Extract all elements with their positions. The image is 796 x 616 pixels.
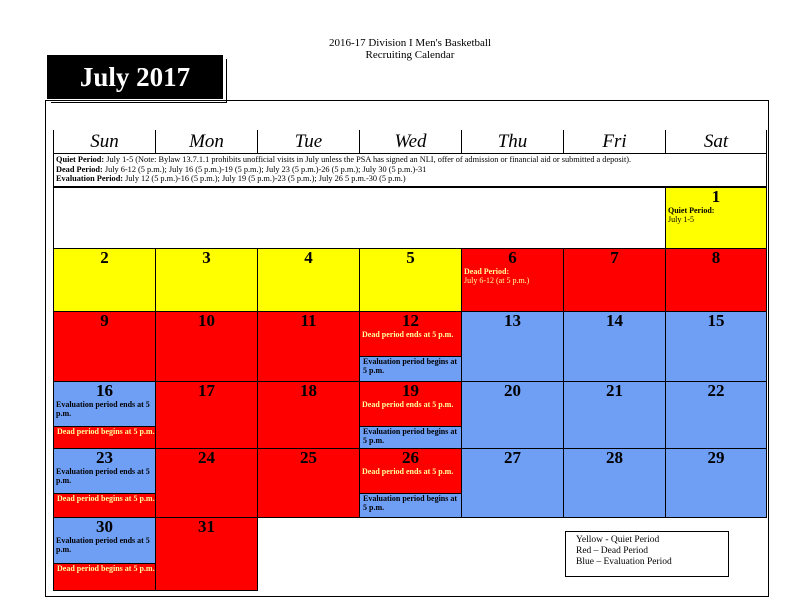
day-cell-28: 28: [563, 448, 666, 518]
day-cell-12: 12 Dead period ends at 5 p.m. Evaluation period begins at 5 p.m.: [359, 311, 462, 382]
day-cell-30: 30 Evaluation period ends at 5 p.m. Dead period begins at 5 p.m.: [53, 517, 156, 591]
day-cell-20: 20: [461, 381, 564, 449]
day-cell-16: 16 Evaluation period ends at 5 p.m. Dead period begins at 5 p.m.: [53, 381, 156, 449]
day-cell-1: 1 Quiet Period: July 1-5: [665, 187, 767, 249]
day-cell-8: 8: [665, 248, 767, 312]
weekday-mon: Mon: [155, 130, 257, 153]
evaluation-begins-note: Evaluation period begins at 5 p.m.: [360, 426, 461, 449]
evaluation-begins-note: Evaluation period begins at 5 p.m.: [360, 356, 461, 382]
weekday-tue: Tue: [257, 130, 359, 153]
day-cell-4: 4: [257, 248, 360, 312]
day-cell-3: 3: [155, 248, 258, 312]
dead-begins-note: Dead period begins at 5 p.m.: [54, 426, 155, 449]
day-cell-25: 25: [257, 448, 360, 518]
evaluation-begins-note: Evaluation period begins at 5 p.m.: [360, 493, 461, 518]
legend-quiet: Yellow - Quiet Period: [576, 535, 660, 545]
month-heading: July 2017: [47, 55, 223, 99]
day-cell-22: 22: [665, 381, 767, 449]
day-cell-21: 21: [563, 381, 666, 449]
day-cell-9: 9: [53, 311, 156, 382]
evaluation-period-note: Evaluation Period: July 12 (5 p.m.)-16 (5 p.m.); July 19 (5 p.m.)-23 (5 p.m.); July 26 5 p.m.-30 (5 p.m.): [56, 174, 406, 183]
calendar-title: [300, 37, 520, 61]
day-cell-24: 24: [155, 448, 258, 518]
weekday-header-row: [53, 130, 767, 153]
day-cell-29: 29: [665, 448, 767, 518]
weekday-fri: Fri: [563, 130, 665, 153]
day-cell-11: 11: [257, 311, 360, 382]
legend-dead: Red – Dead Period: [576, 546, 649, 556]
day-cell-14: 14: [563, 311, 666, 382]
dead-period-note: Dead Period: July 6-12 (5 p.m.); July 16 (5 p.m.)-19 (5 p.m.); July 23 (5 p.m.)-26 (5 p.m.); July 30 (5 p.m.)-31: [56, 164, 427, 174]
day-cell-15: 15: [665, 311, 767, 382]
weekday-sun: Sun: [53, 130, 155, 153]
weekday-thu: Thu: [461, 130, 563, 153]
calendar-title-line1: 2016-17 Division I Men's Basketball: [328, 37, 492, 49]
day-cell-27: 27: [461, 448, 564, 518]
day-cell-10: 10: [155, 311, 258, 382]
day-cell-17: 17: [155, 381, 258, 449]
day-cell-2: 2: [53, 248, 156, 312]
day-cell-13: 13: [461, 311, 564, 382]
day-cell-19: 19 Dead period ends at 5 p.m. Evaluation period begins at 5 p.m.: [359, 381, 462, 449]
day-cell-23: 23 Evaluation period ends at 5 p.m. Dead period begins at 5 p.m.: [53, 448, 156, 518]
day-cell-5: 5: [359, 248, 462, 312]
legend-evaluation: Blue – Evaluation Period: [576, 557, 672, 567]
calendar-title-line2: Recruiting Calendar: [365, 49, 455, 61]
weekday-sat: Sat: [665, 130, 767, 153]
period-notes: [53, 153, 767, 187]
day-cell-18: 18: [257, 381, 360, 449]
color-legend: [565, 531, 729, 577]
dead-begins-note: Dead period begins at 5 p.m.: [54, 563, 155, 591]
dead-begins-note: Dead period begins at 5 p.m.: [54, 493, 155, 518]
day-cell-26: 26 Dead period ends at 5 p.m. Evaluation period begins at 5 p.m.: [359, 448, 462, 518]
weekday-wed: Wed: [359, 130, 461, 153]
day-cell-31: 31: [155, 517, 258, 591]
day-cell-7: 7: [563, 248, 666, 312]
empty-week-cells: [53, 187, 666, 249]
day-cell-6: 6 Dead Period: July 6-12 (at 5 p.m.): [461, 248, 564, 312]
quiet-period-note: Quiet Period: July 1-5 (Note: Bylaw 13.7.1.1 prohibits unofficial visits in July unless the PSA has signed an NLI, offer of admission or financial aid or submitted a deposit).: [56, 155, 632, 164]
